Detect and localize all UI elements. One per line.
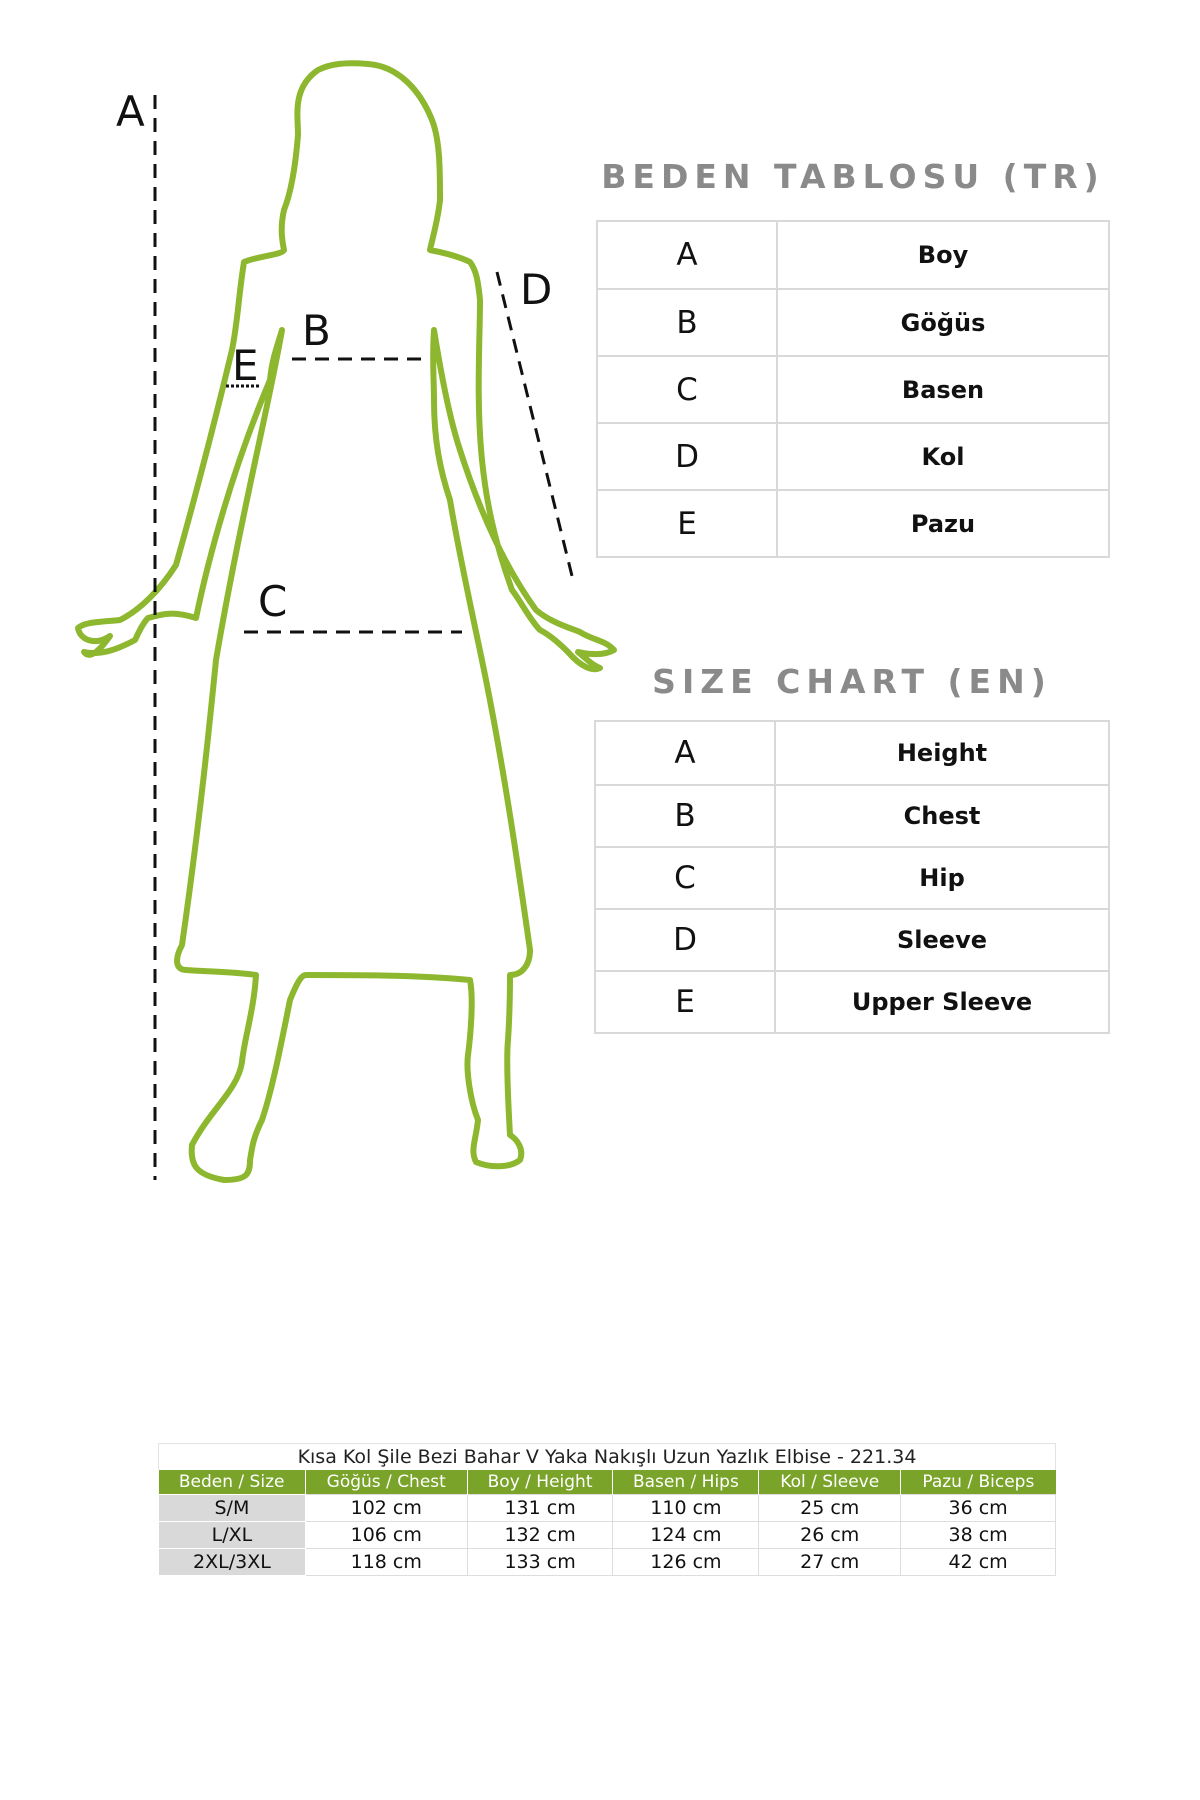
table-row <box>597 221 1109 289</box>
label-cell: Upper Sleeve <box>775 971 1109 1033</box>
sleeve-cell: 25 cm <box>759 1495 901 1522</box>
label-a: A <box>116 87 145 136</box>
table-row <box>597 289 1109 356</box>
body-silhouette-diagram <box>0 0 640 1200</box>
table-row <box>595 847 1109 909</box>
en-legend-table <box>594 720 1110 1034</box>
chest-cell: 118 cm <box>305 1549 467 1576</box>
size-cell: S/M <box>159 1495 306 1522</box>
label-cell: Göğüs <box>777 289 1109 356</box>
header-size: Beden / Size <box>159 1470 306 1495</box>
chest-cell: 102 cm <box>305 1495 467 1522</box>
biceps-cell: 42 cm <box>901 1549 1056 1576</box>
height-cell: 131 cm <box>467 1495 613 1522</box>
code-cell: B <box>597 289 777 356</box>
height-cell: 132 cm <box>467 1522 613 1549</box>
tr-table-title: BEDEN TABLOSU (TR) <box>601 157 1105 196</box>
height-cell: 133 cm <box>467 1549 613 1576</box>
code-cell: C <box>597 356 777 423</box>
table-row <box>595 971 1109 1033</box>
biceps-cell: 36 cm <box>901 1495 1056 1522</box>
en-table-title: SIZE CHART (EN) <box>652 662 1052 701</box>
code-cell: B <box>595 785 775 847</box>
header-chest: Göğüs / Chest <box>305 1470 467 1495</box>
code-cell: E <box>597 490 777 557</box>
label-cell: Pazu <box>777 490 1109 557</box>
hips-cell: 126 cm <box>613 1549 759 1576</box>
table-row <box>597 356 1109 423</box>
label-cell: Basen <box>777 356 1109 423</box>
code-cell: E <box>595 971 775 1033</box>
code-cell: D <box>595 909 775 971</box>
sleeve-cell: 26 cm <box>759 1522 901 1549</box>
size-measurement-table <box>158 1443 1056 1576</box>
hips-cell: 124 cm <box>613 1522 759 1549</box>
table-row <box>595 721 1109 785</box>
label-cell: Kol <box>777 423 1109 490</box>
table-row <box>595 785 1109 847</box>
table-row <box>159 1495 1056 1522</box>
header-row <box>159 1470 1056 1495</box>
sleeve-cell: 27 cm <box>759 1549 901 1576</box>
header-hips: Basen / Hips <box>613 1470 759 1495</box>
chest-cell: 106 cm <box>305 1522 467 1549</box>
hips-cell: 110 cm <box>613 1495 759 1522</box>
size-cell: L/XL <box>159 1522 306 1549</box>
label-cell: Sleeve <box>775 909 1109 971</box>
table-row <box>597 423 1109 490</box>
label-c: C <box>258 577 288 626</box>
table-row <box>159 1522 1056 1549</box>
header-height: Boy / Height <box>467 1470 613 1495</box>
label-cell: Chest <box>775 785 1109 847</box>
size-cell: 2XL/3XL <box>159 1549 306 1576</box>
code-cell: D <box>597 423 777 490</box>
table-row <box>597 490 1109 557</box>
sleeve-measure-line <box>497 272 573 580</box>
biceps-cell: 38 cm <box>901 1522 1056 1549</box>
label-cell: Boy <box>777 221 1109 289</box>
table-row <box>595 909 1109 971</box>
header-biceps: Pazu / Biceps <box>901 1470 1056 1495</box>
code-cell: A <box>597 221 777 289</box>
label-e: E <box>232 341 259 390</box>
label-cell: Height <box>775 721 1109 785</box>
tr-legend-table <box>596 220 1110 558</box>
product-caption: Kısa Kol Şile Bezi Bahar V Yaka Nakışlı Uzun Yazlık Elbise - 221.34 <box>159 1444 1056 1471</box>
header-sleeve: Kol / Sleeve <box>759 1470 901 1495</box>
code-cell: C <box>595 847 775 909</box>
label-d: D <box>520 265 553 314</box>
code-cell: A <box>595 721 775 785</box>
woman-silhouette-outline <box>78 63 614 1180</box>
label-cell: Hip <box>775 847 1109 909</box>
label-b: B <box>302 306 331 355</box>
table-row <box>159 1549 1056 1576</box>
